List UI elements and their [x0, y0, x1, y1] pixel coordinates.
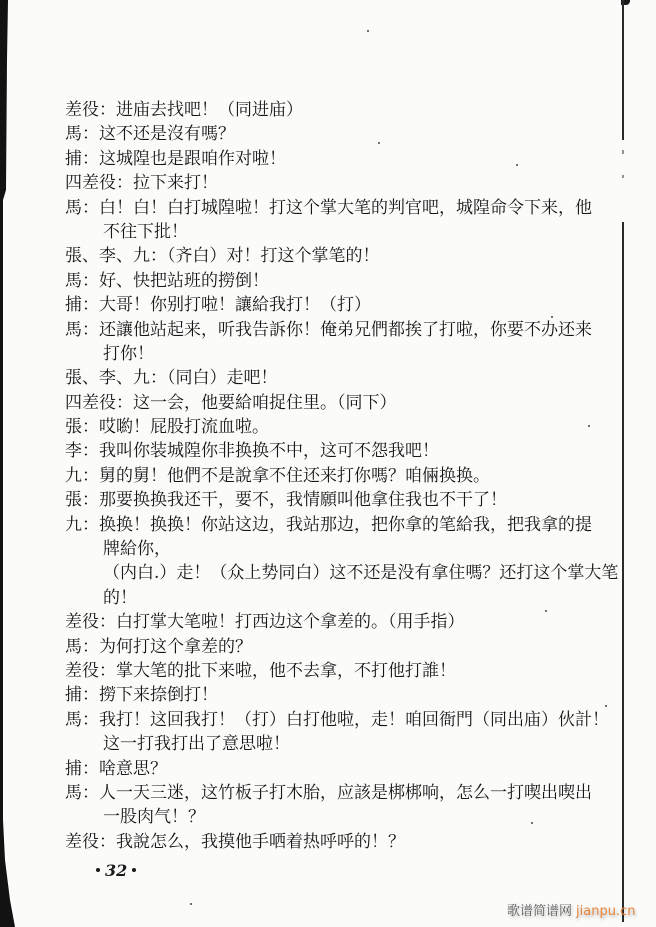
- speaker-label: 張、李、九: [65, 368, 150, 389]
- dialogue-line: [65, 683, 625, 707]
- speaker-separator: ：: [150, 246, 167, 267]
- speaker-label: 馬: [65, 270, 82, 291]
- page-number: [96, 860, 136, 880]
- speech-text: 我打！这回我打！（打）白打他啦，走！咱回衙門（同出庙）伙計！: [99, 709, 609, 730]
- speaker-separator: ：: [82, 197, 99, 218]
- dialogue-line: [65, 659, 625, 683]
- dialogue-line: [65, 415, 625, 439]
- dialogue-line: [65, 610, 625, 634]
- watermark-site-name: 歌谱简谱网: [507, 904, 573, 919]
- speech-text: 的！: [103, 587, 137, 608]
- dialogue-continuation-line: [65, 342, 625, 366]
- speech-text: 牌給你，: [103, 539, 171, 560]
- speaker-label: 九: [65, 514, 82, 535]
- speaker-label: 九: [65, 465, 82, 486]
- speech-text: 人一天三迷，这竹板子打木胎，应該是梆梆响，怎么一打喫出喫出: [99, 782, 592, 803]
- speaker-label: 張: [65, 490, 82, 511]
- speaker-label: 捕: [65, 758, 82, 779]
- speech-text: 舅的舅！他們不是說拿不住还来打你嗎？咱倆换换。: [99, 465, 490, 486]
- speech-text: 打你！: [103, 343, 154, 364]
- speech-text: 这不还是沒有嗎？: [99, 124, 235, 145]
- speaker-label: 馬: [65, 709, 82, 730]
- speaker-label: 張: [65, 417, 82, 438]
- speech-text: 撈下来捺倒打！: [99, 685, 218, 706]
- speech-text: 这一打我打出了意思啦！: [103, 734, 290, 755]
- speech-text: （同白）走吧！: [167, 368, 278, 389]
- speaker-label: 張、李、九: [65, 246, 150, 267]
- speaker-label: 李: [65, 441, 82, 462]
- speck: [190, 903, 192, 905]
- dialogue-line: [65, 171, 625, 195]
- speaker-label: 差役: [65, 831, 99, 852]
- speech-text: 拉下来打！: [133, 173, 218, 194]
- dialogue-line: [65, 366, 625, 390]
- speaker-label: 馬: [65, 782, 82, 803]
- speech-text: 掌大笔的批下来啦，他不去拿，不打他打誰！: [116, 660, 456, 681]
- speaker-separator: ：: [82, 319, 99, 340]
- speaker-separator: ：: [82, 709, 99, 730]
- dialogue-continuation-line: [65, 537, 625, 561]
- speaker-label: 捕: [65, 295, 82, 316]
- speech-text: 换换！换换！你站这边，我站那边，把你拿的笔給我，把我拿的提: [99, 514, 592, 535]
- speaker-separator: ：: [82, 490, 99, 511]
- speaker-label: 差役: [65, 660, 99, 681]
- speaker-label: 差役: [65, 612, 99, 633]
- watermark-domain: jianpu.cn: [576, 904, 636, 919]
- speech-text: 不往下批！: [103, 221, 188, 242]
- speech-text: （齐白）对！打这个掌笔的！: [167, 246, 380, 267]
- dialogue-line: [65, 318, 625, 342]
- speaker-separator: ：: [82, 417, 99, 438]
- speech-text: 我叫你装城隍你非换换不中，这可不怨我吧！: [99, 441, 439, 462]
- dialogue-line: [65, 391, 625, 415]
- speck: [367, 30, 369, 32]
- speech-text: 哎喲！屁股打流血啦。: [99, 417, 269, 438]
- scan-edge-shadow: [0, 0, 20, 927]
- speaker-separator: ：: [150, 368, 167, 389]
- speech-text: 好、快把站班的撈倒！: [99, 270, 269, 291]
- speaker-separator: ：: [82, 782, 99, 803]
- speaker-separator: ：: [82, 441, 99, 462]
- bullet-dot-icon: [132, 868, 136, 872]
- speaker-separator: ：: [99, 612, 116, 633]
- speaker-label: 捕: [65, 148, 82, 169]
- speech-text: 为何打这个拿差的？: [99, 636, 252, 657]
- speaker-label: 馬: [65, 124, 82, 145]
- dialogue-line: [65, 293, 625, 317]
- dialogue-line: [65, 147, 625, 171]
- dialogue-line: [65, 781, 625, 805]
- speech-text: 这城隍也是跟咱作对啦！: [99, 148, 286, 169]
- speaker-label: 馬: [65, 636, 82, 657]
- speech-text: 我說怎么，我摸他手哂着热呼呼的！？: [116, 831, 405, 852]
- dialogue-line: [65, 196, 625, 220]
- speaker-separator: ：: [116, 392, 133, 413]
- speech-text: 白！白！白打城隍啦！打这个掌大笔的判官吧，城隍命令下来，他: [99, 197, 592, 218]
- speech-text: 一股肉气！？: [103, 807, 205, 828]
- speech-text: 还讓他站起来，听我告訴你！俺弟兄們都挨了打啦，你要不办还来: [99, 319, 592, 340]
- speaker-separator: ：: [82, 685, 99, 706]
- speech-text: 那要换换我还干，要不，我情願叫他拿住我也不干了！: [99, 490, 507, 511]
- speaker-label: 四差役: [65, 392, 116, 413]
- speaker-separator: ：: [82, 758, 99, 779]
- dialogue-line: [65, 244, 625, 268]
- speech-text: 进庙去找吧！（同进庙）: [116, 100, 303, 120]
- speaker-separator: ：: [99, 100, 116, 120]
- dialogue-continuation-line: [65, 805, 625, 829]
- speaker-label: 馬: [65, 319, 82, 340]
- watermark: [507, 903, 635, 921]
- page-number-value: 32: [105, 860, 128, 880]
- dialogue-line: [65, 513, 625, 537]
- speaker-separator: ：: [116, 173, 133, 194]
- speaker-label: 馬: [65, 197, 82, 218]
- dialogue-continuation-line: [65, 732, 625, 756]
- dialogue-continuation-line: [65, 220, 625, 244]
- speaker-separator: ：: [82, 270, 99, 291]
- speaker-label: 差役: [65, 100, 99, 120]
- speaker-separator: ：: [82, 465, 99, 486]
- speech-text: 大哥！你别打啦！讓給我打！（打）: [99, 295, 371, 316]
- bullet-dot-icon: [96, 868, 100, 872]
- speaker-separator: ：: [82, 514, 99, 535]
- dialogue-line: [65, 98, 625, 122]
- speech-text: 啥意思？: [99, 758, 167, 779]
- speech-text: 白打掌大笔啦！打西边这个拿差的。（用手指）: [116, 612, 465, 633]
- speech-text: （内白.）走！（众上势同白）这不还是没有拿住嗎？还打这个掌大笔: [103, 563, 619, 584]
- speaker-separator: ：: [99, 660, 116, 681]
- speaker-separator: ：: [82, 148, 99, 169]
- speaker-separator: ：: [82, 295, 99, 316]
- dialogue-line: [65, 439, 625, 463]
- dialogue-line: [65, 830, 625, 854]
- dialogue-line: [65, 122, 625, 146]
- speaker-separator: ：: [82, 636, 99, 657]
- speaker-label: 捕: [65, 685, 82, 706]
- speaker-separator: ：: [99, 831, 116, 852]
- dialogue-continuation-line: [65, 561, 625, 585]
- speech-text: 这一会，他要給咱捉住里。（同下）: [133, 392, 397, 413]
- dialogue-line: [65, 757, 625, 781]
- dialogue-line: [65, 635, 625, 659]
- speaker-separator: ：: [82, 124, 99, 145]
- dialogue-continuation-line: [65, 586, 625, 610]
- speaker-label: 四差役: [65, 173, 116, 194]
- dialogue-line: [65, 488, 625, 512]
- dialogue-line: [65, 464, 625, 488]
- script-body: [65, 98, 625, 854]
- dialogue-line: [65, 269, 625, 293]
- dialogue-line: [65, 708, 625, 732]
